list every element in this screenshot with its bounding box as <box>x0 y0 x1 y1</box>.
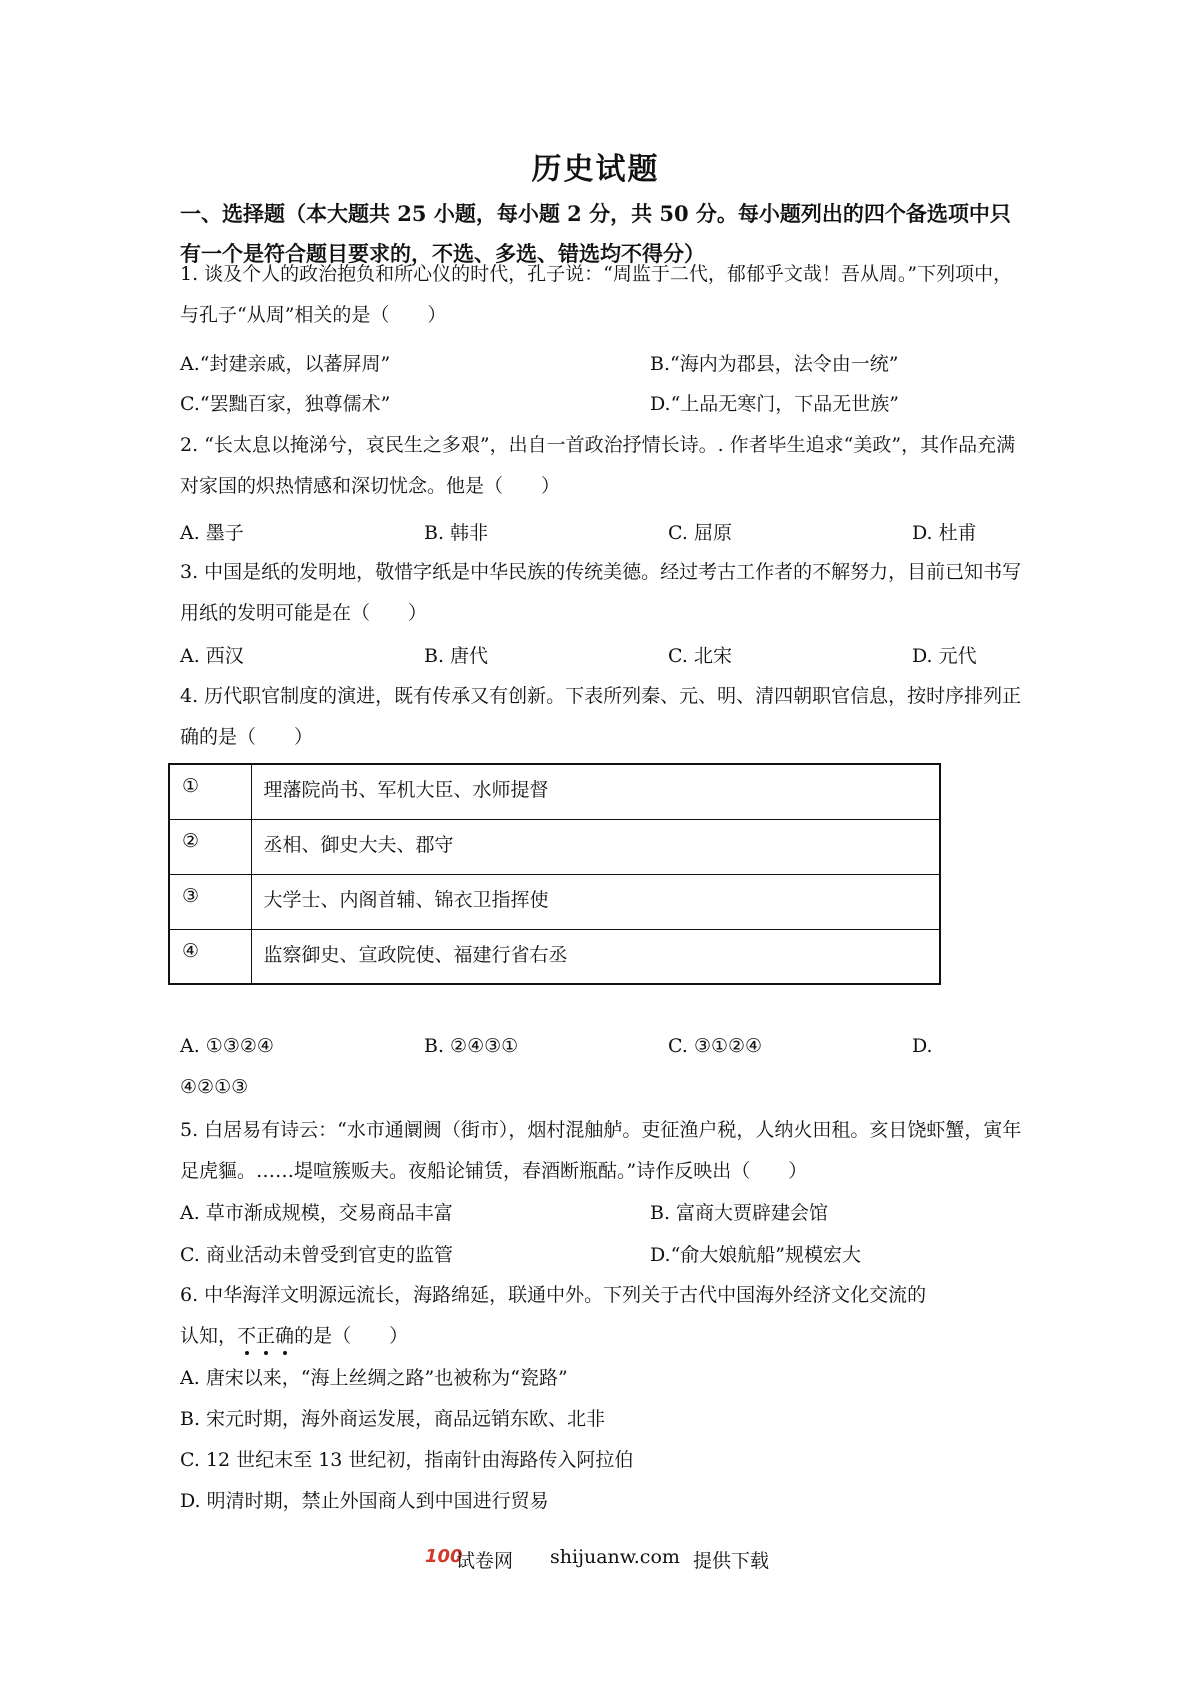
table-cell-text: 丞相、御史大夫、郡守 <box>251 819 940 874</box>
page-footer <box>0 1546 1191 1576</box>
question-6-option-a: A. 唐宋以来，“海上丝绸之路”也被称为“瓷路” <box>180 1367 568 1389</box>
emphasis-char: 确 <box>275 1325 295 1347</box>
question-6-option-c: C. 12 世纪末至 13 世纪初，指南针由海路传入阿拉伯 <box>180 1449 634 1471</box>
table-cell-number: ③ <box>169 874 251 929</box>
question-3-option-c: C. 北宋 <box>668 645 732 667</box>
question-5-stem: 5. 白居易有诗云：“水市通阛阓（街市），烟村混舳舻。吏征渔户税，人纳火田租。亥日饶虾蟹，寅年足虎貙。……堤喧簇贩夫。夜船论铺赁，春酒断瓶酤。”诗作反映出（ ） <box>180 1119 1022 1182</box>
question-6-stem <box>180 1275 1025 1357</box>
table-cell-number: ① <box>169 764 251 819</box>
site-logo: 100 <box>425 1546 463 1567</box>
table-row <box>169 819 940 874</box>
question-4-stem: 4. 历代职官制度的演进，既有传承又有创新。下表所列秦、元、明、清四朝职官信息，按时序排列正确的是（ ） <box>180 685 1022 748</box>
question-5-option-b: B. 富商大贾辟建会馆 <box>650 1202 829 1224</box>
question-6-option-d: D. 明清时期，禁止外国商人到中国进行贸易 <box>180 1490 549 1512</box>
table-cell-number: ② <box>169 819 251 874</box>
question-2-option-d: D. 杜甫 <box>912 522 977 544</box>
question-4-option-d-value: ④②①③ <box>180 1076 249 1098</box>
question-2-option-a: A. 墨子 <box>180 522 244 544</box>
question-3-option-d: D. 元代 <box>912 645 977 667</box>
question-1-option-a: A.“封建亲戚，以蕃屏周” <box>180 353 391 375</box>
question-2-option-c: C. 屈原 <box>668 522 732 544</box>
table-cell-text: 理藩院尚书、军机大臣、水师提督 <box>251 764 940 819</box>
question-1-option-d: D.“上品无寒门，下品无世族” <box>650 393 900 415</box>
question-3-stem: 3. 中国是纸的发明地，敬惜字纸是中华民族的传统美德。经过考古工作者的不解努力，目前已知书写用纸的发明可能是在（ ） <box>180 561 1022 624</box>
question-2-option-b: B. 韩非 <box>424 522 489 544</box>
table-cell-text: 大学士、内阁首辅、锦衣卫指挥使 <box>251 874 940 929</box>
emphasis-char: 正 <box>256 1325 276 1347</box>
question-6-stem-suffix: 的是（ ） <box>294 1325 409 1347</box>
table-cell-number: ④ <box>169 929 251 984</box>
question-4-option-c: C. ③①②④ <box>668 1035 763 1057</box>
site-url: shijuanw.com <box>550 1546 680 1568</box>
emphasis-char: 不 <box>237 1325 257 1347</box>
question-6-stem-line-1: 6. 中华海洋文明源远流长，海路绵延，联通中外。下列关于古代中国海外经济文化交流的 <box>180 1284 927 1306</box>
question-2-stem: 2. “长太息以掩涕兮，哀民生之多艰”，出自一首政治抒情长诗。. 作者毕生追求“美政”，其作品充满对家国的炽热情感和深切忧念。他是（ ） <box>180 434 1016 497</box>
question-4-option-a: A. ①③②④ <box>180 1035 274 1057</box>
table-cell-text: 监察御史、宣政院使、福建行省右丞 <box>251 929 940 984</box>
table-row <box>169 874 940 929</box>
site-logo-text: 试卷网 <box>456 1550 514 1572</box>
page-title: 历史试题 <box>531 152 660 187</box>
provide-download-text: 提供下载 <box>693 1550 770 1572</box>
question-3-option-b: B. 唐代 <box>424 645 489 667</box>
question-1-option-c: C.“罢黜百家，独尊儒术” <box>180 393 391 415</box>
question-5-option-d: D.“俞大娘航船”规模宏大 <box>650 1244 862 1266</box>
question-5-option-c: C. 商业活动未曾受到官吏的监管 <box>180 1244 453 1266</box>
question-5-option-a: A. 草市渐成规模，交易商品丰富 <box>180 1202 453 1224</box>
question-4-option-b: B. ②④③① <box>424 1035 519 1057</box>
question-4-option-d-label: D. <box>912 1035 933 1057</box>
question-6-stem-line-2 <box>180 1316 1025 1357</box>
question-6-stem-prefix: 认知， <box>180 1325 238 1347</box>
question-1-option-b: B.“海内为郡县，法令由一统” <box>650 353 899 375</box>
table-row <box>169 764 940 819</box>
table-row <box>169 929 940 984</box>
section-heading: 一、选择题（本大题共 25 小题，每小题 2 分，共 50 分。每小题列出的四个备选项中只有一个是符合题目要求的，不选、多选、错选均不得分） <box>180 201 1011 266</box>
official-positions-table <box>168 763 941 985</box>
question-6-option-b: B. 宋元时期，海外商运发展，商品远销东欧、北非 <box>180 1408 606 1430</box>
question-3-option-a: A. 西汉 <box>180 645 244 667</box>
question-1-stem: 1. 谈及个人的政治抱负和所心仪的时代，孔子说：“周监于二代，郁郁乎文哉！吾从周。”下列项中，与孔子“从周”相关的是（ ） <box>180 263 1013 326</box>
